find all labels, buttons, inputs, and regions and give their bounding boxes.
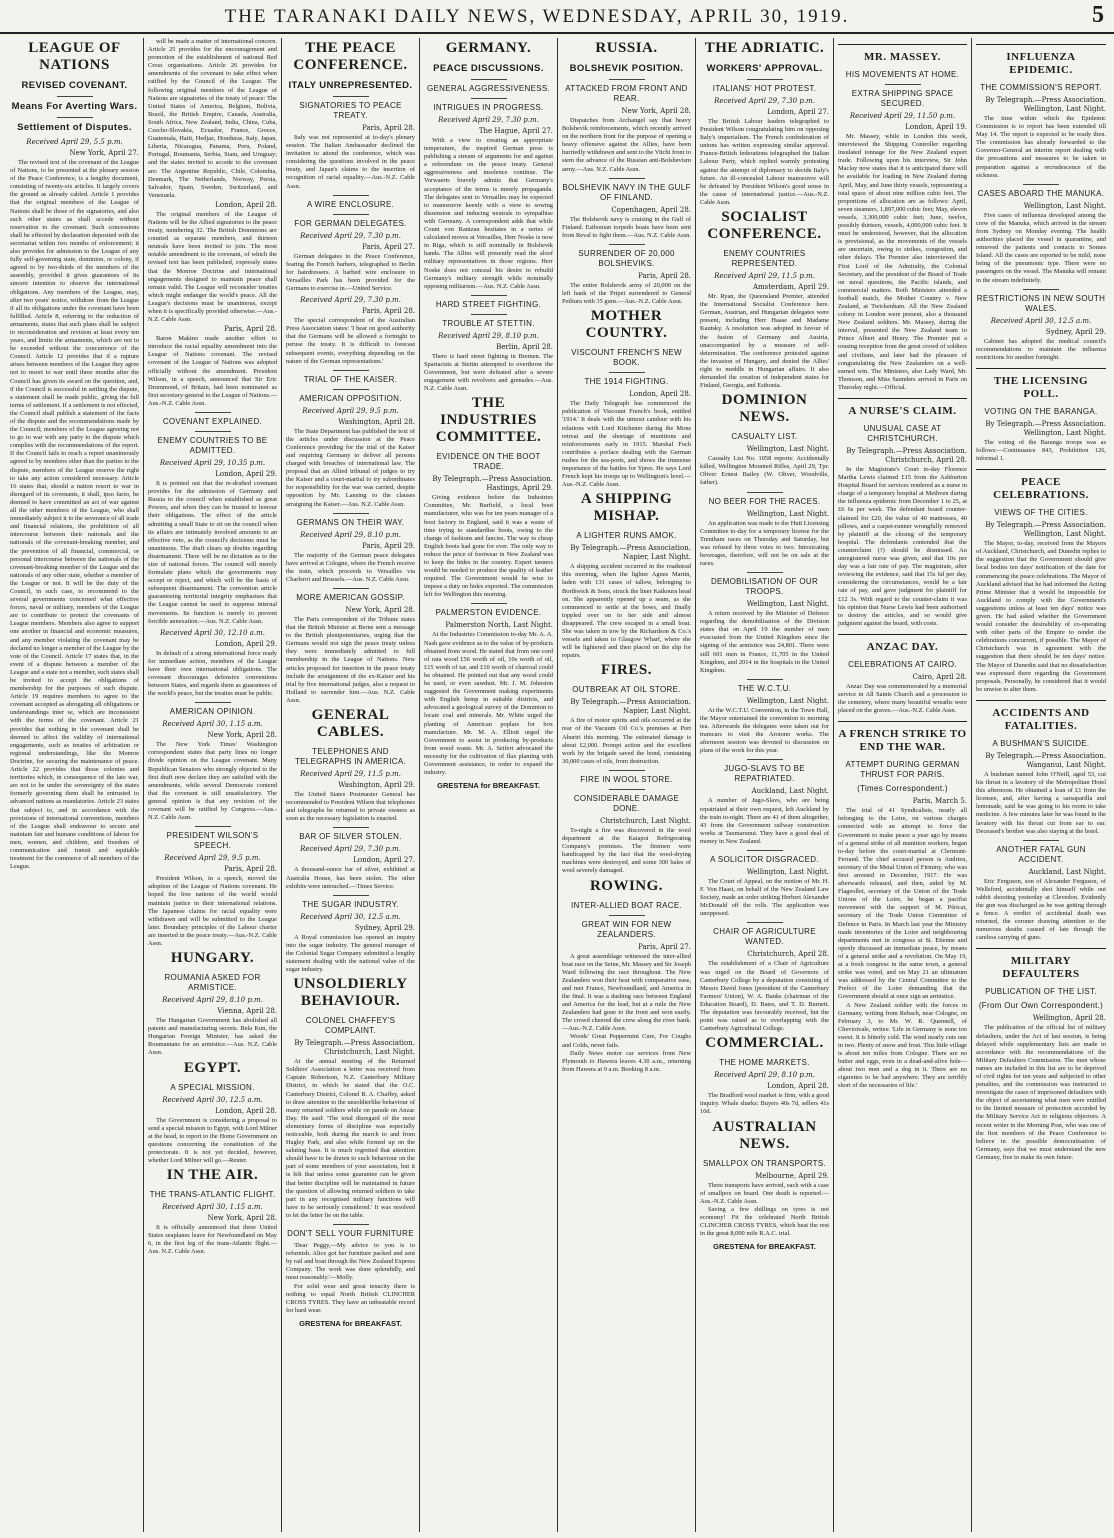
divider-rule	[747, 922, 783, 923]
divider-rule	[747, 572, 783, 573]
place-dateline: Christchurch, April 28.	[747, 950, 829, 959]
minor-heading: CONSIDERABLE DAMAGE DONE.	[573, 793, 680, 813]
advertisement: GRESTENA for BREAKFAST.	[713, 1242, 816, 1252]
section-headline: LEAGUE OF NATIONS	[28, 40, 121, 73]
minor-heading: PRESIDENT WILSON'S SPEECH.	[166, 831, 259, 851]
minor-heading: AMERICAN OPINION.	[169, 707, 256, 717]
article-body: The Paris correspondent of the Tribune states that the British Minister at Berne sent a message to the British plenipotentiaries, urging that the Germans would not sign the peace treaty unless they were immediately admitted to full membership in the League of Nations. New articles proposed for insertion in the peace treaty include the arraignment of the ex-Kaiser and his trial by five international judges, also a request to Holland to surrender him.—Aus. N.Z. Cable Assn.	[286, 616, 415, 704]
section-divider	[976, 368, 1106, 369]
place-dateline: Wellington, Last Night.	[1023, 201, 1106, 210]
section-headline: MOTHER COUNTRY.	[585, 308, 668, 342]
article-body: An application was made to the Hutt Licensing Committee to-day for a temporary license for the Trentham races on Thursday and Saturday, but was refused by three votes to two. Intoxicating beverages, therefore, will not be on sale at the races.	[700, 519, 829, 567]
minor-heading: OUTBREAK AT OIL STORE.	[572, 685, 681, 695]
article-body: The New York Times' Washington correspondent states that party lines no longer divide opinion on the League covenant. Many Republican Senators who strongly objected to the first draft now declare they are satisfied with the amendments, while several Democrats contend that the covenant is still unsatisfactory. The general opinion is that any revision of the covenant will be ratified by Congress.—Aus.-N.Z. Cable Assn.	[148, 741, 277, 822]
minor-heading: CASES ABOARD THE MANUKA.	[977, 188, 1105, 198]
minor-heading: GENERAL AGGRESSIVENESS.	[426, 84, 551, 93]
article-body: A shipping accident occurred in the roadstead this morning, when the lighter Agnes Martin, laden with 131 cases of tallow, belonging to Borthwick & Sons, struck the liner Kaikoura head on. She apparently opened up a seam, as she commenced to settle at the bows, and finally toppled over on to her side and almost disappeared. The crew escaped in a small boat. She was taken in tow by the Richardson & Co.'s vessels and taken to Glasgow Wharf, where she will be lightered and then placed on the slip for repairs.	[562, 563, 691, 660]
place-dateline: Paris, April 29.	[362, 541, 415, 550]
divider-rule	[885, 84, 921, 85]
divider-rule	[747, 850, 783, 851]
divider-rule	[747, 759, 783, 760]
place-dateline: Auckland, Last Night.	[751, 787, 829, 796]
minor-heading: (Times Correspondent.)	[857, 784, 948, 794]
article-body: The Bolshevik navy is cruising in the Gulf of Finland. Esthonian torpedo boats have been sent from Reval to fight them.—Aus. N.Z. Cable Assn.	[562, 215, 691, 239]
minor-heading: ENEMY COUNTRIES REPRESENTED.	[723, 249, 806, 269]
place-dateline: London, April 28.	[215, 1106, 277, 1115]
divider-rule	[747, 79, 783, 80]
place-dateline: London, April 29.	[215, 639, 277, 648]
received-dateline: Received April 30, 1.15 a.m.	[162, 720, 263, 729]
subheadline: BOLSHEVIK POSITION.	[569, 63, 684, 74]
divider-rule	[333, 214, 369, 215]
minor-heading: BOLSHEVIK NAVY IN THE GULF OF FINLAND.	[562, 182, 691, 202]
divider-rule	[471, 98, 507, 99]
received-dateline: Received April 29, 11.50 p.m.	[849, 112, 956, 120]
article-body: The time within which the Epidemic Commission is to report has been extended till May 14. The report is expected to be ready then. The commission has already forwarded to the Governor-General an interim report dealing with the precautions and measures to be taken in preparation against a recrudescence of the sickness.	[976, 115, 1106, 179]
place-dateline: By Telegraph.—Press Association. Wellington, Last Night.	[985, 419, 1106, 437]
minor-heading: RESTRICTIONS IN NEW SOUTH WALES.	[976, 293, 1106, 313]
article-body: For solid wear and great tenacity there is nothing to equal North British CLINCHER CROSS TYRES. They have an unbeatable record for hard wear.	[286, 1282, 415, 1314]
minor-heading: GREAT WIN FOR NEW ZEALANDERS.	[581, 919, 672, 939]
minor-heading: COLONEL CHAFFEY'S COMPLAINT.	[305, 1016, 396, 1036]
divider-rule	[1023, 289, 1059, 290]
newspaper-columns	[6, 38, 1110, 1532]
subheadline: WORKERS' APPROVAL.	[706, 63, 823, 74]
minor-heading: THE W.C.T.U.	[737, 683, 792, 693]
place-dateline: Melbourne, April 29.	[755, 1171, 829, 1180]
place-dateline: Wellington, Last Night.	[746, 867, 829, 876]
received-dateline: Received April 29, 11.5 p.m.	[300, 770, 401, 779]
minor-heading: ATTEMPT DURING GERMAN THRUST FOR PARIS.	[845, 760, 960, 780]
divider-rule	[609, 789, 645, 790]
advertisement: GRESTENA for BREAKFAST.	[299, 1318, 402, 1328]
minor-heading: A WIRE ENCLOSURE.	[306, 199, 395, 209]
divider-rule	[471, 79, 507, 80]
article-body: A fire of motor spirits and oils occurred at the rear of the Vacuum Oil Co.'s premises at Port Ahuriri this morning. The estimated damage is about £2,000. Prompt action and the excellent work by the brigade saved the bond, containing 30,000 cases of oils, from destruction.	[562, 717, 691, 765]
column-2	[144, 38, 282, 1532]
article-body: Three transports have arrived, each with a case of smallpox on board. One death is reported.—Aus.-N.Z. Cable Assn.	[700, 1181, 829, 1205]
section-headline: THE LICENSING POLL.	[993, 374, 1089, 400]
place-dateline: London, April 28.	[629, 390, 691, 399]
article-body: The revised text of the covenant of the League of Nations, to be presented at the plenary session of the Peace Conference, is a lengthy document, consisting of twenty-six articles. It largely covers the ground as already cabled. Article 1 provides that the original members of the League of Nations shall be those of the signatories, and also such other states as shall accede without reservation to the covenant. Such concessions shall be effected by declaration deposited with the secretariat within two months of enforcement; it also provides for admission to the League of any fully self-governing state, dominion, or colony, if agreed to by two-thirds of the members of the assembly, provided it gives guarantees of its sincere intention to observe the international obligations. Any members of the League, may, after two years' notice, withdraw from the League if all its obligations under the covenant have been fulfilled. Article 8, referring to the reduction of armaments, states that such plans shall be subject to reconsideration and revision at least every ten years, and limits the armaments, which are not to be exceeded without the concurrence of the Council. Article 12 provides that if a rupture arises between members of the League they agree not to resort to war until three months after the Council has given its award on the question, and, if the Council is successful in settling the dispute, a statement shall be made public, giving the full terms of settlement. If a settlement is not effected, the Council shall publish a statement of the facts of the dispute and the recommendations made by the Council; members of the League agreeing not to go to war with any party to the dispute which complies with the recommendations of the report. If the Council fails to reach a report unanimously agreed to by members other than the parties to the dispute, members of the League reserve the right to take any action considered necessary. Article 16 states that, should a nation resort to war in disregard of its covenants, it shall, ipso facto, be deemed to have committed an act of war against all the other members of the League, who shall immediately subject it to the severance of all trade and financial relations, the prohibition of all intercourse between their nationals and the nationals of the covenant-breaking member, and the prevention of all financial, commercial, or personal intercourse between the nationals of the covenant-breaking member of the League and the nationals of any other state, whether a member of the League or not. It will be the duty of the Council, in such case, to recommend to the several governments concerned what effective forces, naval or military, members of the League are to contribute to protect the covenants of League members. Members also agree to support one another in financial and economic measures, and any member violating the covenant may be declared no longer a member of the League by the vote of the Council. Article 17 states that, in the event of a dispute between a member of the League and a state not a member, such states shall be invited to accept the obligations of membership for the purposes of such dispute. Article 19 requires members to agree to the covenant accepted as abrogating all obligations or understandings inter se, which are inconsistent with the terms of the covenant. Article 21 provides that nothing in the covenant shall be deemed to affect the validity of international engagements, such as treaties of arbitration or regional understandings, like the Monroe Doctrine, for securing the maintenance of peace. Article 22 provides that those colonies and territories which, in consequence of the late war, are not to be under the sovereignty of the states formerly governing them shall be entrusted to advanced nations as mandatories. Article 23 states that subject to, and in accordance with the provisions of international conventions, members of the League shall endeavour to secure and maintain fair and humane conditions of labour for men, women, and children, and freedom of communication and transit and equitable treatment for the commerce of all members of the League.	[10, 159, 139, 871]
column-1	[6, 38, 144, 1532]
minor-heading: CELEBRATIONS AT CAIRO.	[848, 659, 957, 669]
article-body: At the Industries Commission to-day Mr. A. A. Nash gave evidence as to the value of by-products obtained from wood. He stated that from one cord of rata wood £56 worth of oil, 10s worth of oil, £15 worth of tar, and £10 worth of charcoal could be obtained. He pointed out that any wood could be used, or even sawdust. Mr. J. M. Johnston suggested the Government making experiments with English hemp in suitable districts, and advocated a geological survey of the Dominion to locate coal and minerals. Mr. White urged the planting of American poplars for box manufacture. Mr. M. A. Elliott urged the Government to assist in producing by-products from wood waste. Mr. A. Seifert advocated the necessity for the cultivation of flax planting with Government assistance, in order to expand the industry.	[424, 631, 553, 777]
minor-heading: ATTACKED FROM FRONT AND REAR.	[565, 84, 688, 103]
minor-heading: THE COMMISSION'S REPORT.	[980, 83, 1102, 92]
minor-heading: EVIDENCE ON THE BOOT TRADE.	[436, 452, 541, 472]
section-headline: DOMINION NEWS.	[721, 392, 808, 426]
place-dateline: Paris, April 28.	[362, 307, 415, 316]
article-body: Giving evidence before the Industries Committee, Mr. Burfield, a local boot manufacturer, who was for ten years manager of a boot factory in England, said it was a waste of time trying to standardise boots, owing to the change of fashions and fancies. The way to cheap English boots had gone for ever. The only way to reduce the price of footwear in New Zealand was to keep the hides in the country. Expert tanners would be needed to produce the quality of leather required. The Government would be wise to impose a duty on hides exported. The commission left for Wellington this morning.	[424, 494, 553, 599]
received-dateline: Received April 30, 1.15 a.m.	[162, 1203, 263, 1212]
divider-rule	[609, 79, 645, 80]
place-dateline: By Telegraph.—Press Association. Wellington, Last Night.	[985, 96, 1106, 113]
received-dateline: Received April 30, 12.5 a.m.	[162, 1095, 263, 1104]
place-dateline: Copenhagen, April 28.	[611, 205, 691, 214]
place-dateline: Amsterdam, April 29.	[752, 283, 829, 292]
article-body: A return received by the Minister of Defence regarding the demobilisation of the Division states that on April 19 the number of men evacuated from the United Kingdom since the signing of the armistice was 24,801. There were still 601 men in France, 11,705 in the United Kingdom, and 2014 in the hospitals in the United Kingdom.	[700, 610, 829, 674]
article-body: To-night a fire was discovered in the wool department at the Kaiapoi Refrigerating Company's premises. The firemen were handicapped by the fact that the wool-drying machines were destroyed, and some 300 bales of wool severely damaged.	[562, 826, 691, 875]
minor-heading: EXTRA SHIPPING SPACE SECURED.	[851, 89, 954, 108]
place-dateline: New York, April 28.	[207, 731, 277, 740]
subheadline: ITALY UNREPRESENTED.	[288, 80, 413, 91]
place-dateline: London, April 19.	[905, 123, 967, 131]
article-body: There is hard street fighting in Bremen. The Spartacists at Stettin attempted to overthrow the Government, but were defeated after a severe engagement with revolvers and grenades.—Aus. N.Z. Cable Assn.	[424, 352, 553, 393]
minor-heading: VIEWS OF THE CITIES.	[994, 508, 1088, 518]
place-dateline: Christchurch, Last Night.	[600, 816, 691, 825]
minor-heading: A BUSHMAN'S SUICIDE.	[992, 738, 1090, 748]
place-dateline: Paris, April 27.	[362, 242, 415, 251]
divider-rule	[333, 588, 369, 589]
minor-heading: ENEMY COUNTRIES TO BE ADMITTED.	[157, 436, 268, 456]
received-dateline: Received April 30, 12.5 a.m.	[300, 912, 401, 921]
divider-rule	[195, 431, 231, 432]
place-dateline: By Telegraph.—Press Association. Wanganui, Last Night.	[985, 751, 1106, 769]
divider-rule	[333, 389, 369, 390]
minor-heading: A LIGHTER RUNS AMOK.	[576, 531, 677, 541]
article-body: Cabinet has adopted the medical council's recommendations to maintain the influenza restrictions for another fortnight.	[976, 337, 1106, 361]
divider-rule	[333, 513, 369, 514]
minor-heading: MORE AMERICAN GOSSIP.	[296, 593, 405, 602]
article-body: The Mayor, to-day, received from the Mayors of Auckland, Christchurch, and Dunedin replies to the suggestion that the Government should give local bodies ten days' notification of the date for commencing the peace celebrations. The Mayor of Auckland advised that he had informed the Acting Prime Minister that it would be impossible for Auckland to comply with the Government's suggestions unless at least ten days' notice was given. He had asked whether the Government would consider the desirability of co-operating with other parts of the Empire to render the celebrations concurrent, if possible. The Mayor of Christchurch was in agreement with the suggestion that there should be ten days' notice. The Mayor of Dunedin said that no dissatisfaction was expressed there regarding the Government proposals. Personally, he considered that it would be unwise to alter them.	[976, 540, 1106, 693]
minor-heading: COVENANT EXPLAINED.	[162, 417, 263, 427]
minor-heading: THE HOME MARKETS.	[719, 1058, 810, 1068]
minor-heading: SIGNATORIES TO PEACE TREATY.	[299, 101, 402, 120]
divider-rule	[333, 895, 369, 896]
divider-rule	[471, 603, 507, 604]
place-dateline: Paris, April 27.	[638, 942, 691, 951]
place-dateline: Paris, April 28.	[224, 865, 277, 874]
place-dateline: Sydney, April 29.	[354, 923, 415, 932]
article-body: The majority of the German peace delegates have arrived at Cologne, where the French receive the train, which proceeds to Versailles via Charleroi and Brussels.—Aus. N.Z. Cable Assn.	[286, 551, 415, 583]
article-body: Daily News motor car services from New Plymouth to Hawera leaves 4.30 a.m., returning from Hawera at 9 a.m. Booking 8 a.m.	[562, 1049, 691, 1073]
article-body: The Hungarian Government has abolished all patents and manufacturing secrets. Bela Kun, the Hungarian Foreign Minister, has asked the Roumanians for an armistice.—Aus. N.Z. Cable Assn.	[148, 1017, 277, 1057]
place-dateline: Vienna, April 28.	[217, 1007, 277, 1016]
newspaper-title: THE TARANAKI DAILY NEWS, WEDNESDAY, APRIL 30, 1919.	[224, 6, 850, 27]
article-body: With a view to creating an appropriate temperature, the inspired German press is publishing a stream of arguments for and against a referendum on the peace treaty. General aggressiveness and insolence continue. The Vorwaerts bravely admits that Germany's acceptance of the terms is merely propaganda. The delegates sent to Versailles may be expected to manoeuvre keenly with a view to sowing dissension and inducing neutrals to sympathise with Germany. A correspondent adds that while Count von Rantzau hesitates in a series of calculated moves at Versailles, Herr Noske is now in Riga, which is still nominally in Bolshevik hands. The Allies will presently read the aloof military representatives in those regions. Herr Noske does not conceal his desire to rebuild Germany's military strength while nominally opposing militarism.—Aus. N.Z. Cable Assn.	[424, 137, 553, 290]
received-dateline: Received April 29, 11.5 p.m.	[714, 272, 815, 281]
section-headline: THE INDUSTRIES COMMITTEE.	[435, 395, 542, 446]
place-dateline: By Telegraph.—Press Association. Christchurch, April 28.	[846, 447, 967, 464]
divider-rule	[609, 372, 645, 373]
received-dateline: Received April 29, 8.10 p.m.	[438, 331, 539, 340]
place-dateline: Wellington, Last Night.	[746, 445, 829, 454]
received-dateline: Received April 30, 12.5 a.m.	[990, 316, 1092, 325]
article-body: President Wilson, in a speech, moved the adoption of the League of Nations covenant. He hoped the free nations of the world would maintain justice in their international relations. The Japanese claims for racial equality were withdrawn and will be submitted to the League later. Boundary principles of the Labour charter are inserted in the peace treaty.—Aus.-N.Z. Cable Assn.	[148, 875, 277, 947]
received-dateline: Received April 29, 8.10 p.m.	[162, 996, 263, 1005]
article-body: A New Zealand soldier with the forces in Germany, writing from Rebach, near Cologne, on February 3, to Mr. W. R. Quennell, of Cheviotvale, writes: 'Life in Germany is none too sweet. It is bitterly cold. The wind nearly cuts one in two. Plenty of snow and frost. This little village is about ten miles from Cologne. There are no butter and eggs, even in a dead-and-alive hole—about two men and a dog in it. There are no cigarettes to be had anywhere. They are terribly short of the necessaries of life.'	[838, 1001, 967, 1090]
minor-heading: VOTING ON THE BARANGA.	[984, 406, 1098, 416]
section-headline: A NURSE'S CLAIM.	[848, 405, 957, 417]
minor-heading: TELEPHONES AND TELEGRAPHS IN AMERICA.	[294, 747, 407, 767]
section-headline: A SHIPPING MISHAP.	[580, 491, 673, 525]
section-headline: ACCIDENTS AND FATALITIES.	[992, 706, 1090, 732]
received-dateline: Received April 29, 7.30 p.m.	[300, 296, 401, 305]
minor-heading: ANOTHER FATAL GUN ACCIDENT.	[996, 844, 1086, 864]
minor-heading: DON'T SELL YOUR FURNITURE	[287, 1229, 414, 1239]
divider-rule	[609, 770, 645, 771]
article-body: At the annual meeting of the Returned Soldiers' Association a letter was received from Captain Robertson, N.Z. Canterbury Military District, in which he stated that the O.C. Canterbury District, Colonel R. A. Chaffey, asked to draw attention to the unsoldierlike behaviour of many returned soldiers while on parade on Anzac Day. He said: 'The total disregard of the most elementary forms of discipline was especially noticeable, both during the march to and from Hagley Park, and also while formed up on the saluting base. It is much regretted that attention should have to be drawn to such behaviour on the part of some members of your association, but it is felt that unless some guarantee can be given that better discipline will be maintained in future the question of allowing returned soldiers to take part in any recognised military functions will have to be seriously considered.' It was resolved to let the letter lie on the table.	[286, 1058, 415, 1219]
minor-heading: HARD STREET FIGHTING.	[435, 299, 542, 309]
minor-heading: INTER-ALLIED BOAT RACE.	[570, 900, 683, 910]
received-dateline: Received April 29, 9.5 p.m.	[302, 406, 399, 415]
received-dateline: Received April 30, 12.10 a.m.	[160, 628, 265, 637]
minor-heading: FOR GERMAN DELEGATES.	[294, 218, 407, 228]
article-body: A thousand-ounce bar of silver, exhibited at Australia House, has been stolen. The other exhibits were untouched.—Times Service.	[286, 866, 415, 890]
divider-rule	[1023, 840, 1059, 841]
divider-rule	[333, 195, 369, 196]
article-body: The Court of Appeal, on the motion of Mr. H. F. Von Haast, on behalf of the New Zealand Law Society, made an order striking Herbert Alexander McDonald off the rolls. The application was unopposed.	[700, 877, 829, 918]
section-headline: FIRES.	[601, 662, 652, 679]
section-headline: SOCIALIST CONFERENCE.	[707, 209, 822, 243]
column-4	[420, 38, 558, 1532]
divider-rule	[195, 826, 231, 827]
column-6	[696, 38, 834, 1532]
section-divider	[976, 948, 1106, 949]
column-5	[558, 38, 696, 1532]
place-dateline: By Telegraph.—Press Association. Christchurch, Last Night.	[294, 1039, 415, 1057]
place-dateline: Washington, April 29.	[338, 781, 415, 790]
divider-rule	[1023, 184, 1059, 185]
place-dateline: Paris, April 28.	[362, 124, 415, 132]
article-body: A great assemblage witnessed the inter-allied boat race on the Seine, Mr. Massey and Sir Joseph Ward following the race throughout. The New Zealanders won their heat with comparative ease, and met France, Newfoundland, and America in the final. It was a dashing race between England and America for the lead, but at a mile the New Zealanders had gone to the front and won easily. The crowd cheered the crew along the river bank.—Aus.-N.Z. Cable Assn.	[562, 952, 691, 1033]
received-dateline: Received April 29, 7.30 p.m.	[438, 116, 539, 124]
section-divider	[976, 44, 1106, 45]
minor-heading: TROUBLE AT STETTIN.	[442, 318, 535, 328]
minor-heading: SMALLPOX ON TRANSPORTS.	[702, 1158, 827, 1168]
place-dateline: Wellington, Last Night.	[746, 509, 829, 518]
article-body: It is pointed out that the re-drafted covenant provides for the admission of Germany and Russia to the council when established as great Powers, and when they can be trusted to honour their obligations. The effect of the article admitting a small State to sit on the council when its affairs are intimately involved amounts to an effective veto, as the council's decisions must be unanimous. The draft clears up doubts regarding disarmament. There will be no dictation as to the size of national forces. The council will merely formulate plans which the governments may accept or reject, and which will be the basis of subsequent disarmament. The convention article guaranteeing territorial integrity emphasises that the League cannot be used to suppress internal movements. Its function is merely to prevent forcible annexation.—Aus. N.Z. Cable Assn.	[148, 480, 277, 625]
column-7	[834, 38, 972, 1532]
section-headline: UNSOLDIERLY BEHAVIOUR.	[293, 976, 408, 1010]
minor-heading: CASUALTY LIST.	[731, 432, 798, 442]
article-body: The Bradford wool market is firm, with a good inquiry. Whale sharks: Buyers 40s 7d, sellers 41s 10d.	[700, 1092, 829, 1116]
minor-heading: ITALIANS' HOT PROTEST.	[712, 84, 817, 93]
divider-rule	[747, 679, 783, 680]
article-body: The original members of the League of Nations will be the Allied signatories to the peace treaty, numbering 32. The British Dominions are counted as separate members, and thirteen neutrals have been invited to join. The most notable amendment to the covenant, of which the revised text has been published, expressly states that the Monroe Doctrine and international engagements designed to maintain peace shall remain valid. The League will reconsider treaties which might endanger the world's peace. All the League's decisions must be unanimous, except when it is specifically provided otherwise.—Aus.-N.Z. Cable Assn.	[148, 210, 277, 324]
article-body: Five cases of influenza developed among the crew of the Manuka, which arrived in the stream from Sydney on Monday evening. The health authorities placed the vessel in quarantine, and removed the patients and contacts to Somes Island. All the cases are reported to be mild, none being of the pneumonic type. There were no passengers on the vessel. The Manuka will remain in the stream indefinitely.	[976, 211, 1106, 284]
article-body: The Daily Telegraph has commenced the publication of Viscount French's book, entitled '1914.' It deals with the utmost candour with his relations with Lord Kitchener during the Mons retreat and the shortage of munitions and reinforcements early in 1915. Marshal Foch contributes a preface dealing with the German rushes for the sea-ports, and shows the immense importance of the battles for Ypres. He says Lord French kept his troops up to Wellington's level.—Aus.-N.Z. Cable Assn.	[562, 400, 691, 489]
minor-heading: THE SUGAR INDUSTRY.	[302, 899, 399, 909]
received-dateline: Received April 29, 5.5 p.m.	[26, 138, 123, 146]
article-body: The voting of the Baranga troops was as follows:—Continuance 843, Prohibition 126, informal 1.	[976, 438, 1106, 463]
article-body: Casualty List No. 1058 reports: Accidentally killed, Wellington Mounted Rifles, April 29, Tpr. Oliver Ernest Bailey (W. Oliver, Woodville, father).	[700, 455, 829, 487]
minor-heading: NO BEER FOR THE RACES.	[708, 496, 821, 506]
received-dateline: Received April 29, 8.10 p.m.	[714, 1071, 815, 1080]
divider-rule	[333, 827, 369, 828]
received-dateline: Received April 29, 9.5 p.m.	[164, 854, 261, 863]
article-body: The Government is considering a proposal to send a special mission to Egypt, with Lord Milner at the head, to report to the Home Government on questions concerning the constitution of the protectorate. It is not yet decided, however, whether Lord Milner will go.—Reuter.	[148, 1116, 277, 1164]
article-body: In the Magistrate's Court to-day Florence Martha Lewis claimed £15 from the Ashburton Hospital Board for services rendered as a nurse in charge of a temporary hospital at Methven during the influenza epidemic from December 1 to 25, at £6 6s per week. The defendant board counter-claimed for £20, the value of 40 mattresses, 40 pillows, and a carpet-runner wrongfully removed by plaintiff at the closing of the temporary hospital. The defendants contended that the counterclaim (?) should be dismissed. An unregistered nurse was given, and that 10s per day was a fair rate of pay. The magistrate, after reviewing the evidence, said that 15s 6d per day, considering the circumstances, would be a fair rate of pay, and gave judgment for plaintiff for £12 3s. With regard to the counter-claim it was his opinion that Nurse Lewis had been authorised to destroy the articles, and so would give judgment against the board, with costs.	[838, 466, 967, 627]
place-dateline: Sydney, April 29.	[1045, 327, 1106, 336]
minor-heading: THE 1914 FIGHTING.	[584, 377, 669, 387]
divider-rule	[609, 915, 645, 916]
article-body: The special correspondent of the Australian Press Association states: 'I hear on good authority that the Germans will be allowed a fortnight to peruse the treaty. It is difficult to forecast subsequent events, everything depending on the nature of the German representations.'	[286, 317, 415, 365]
subheadline: REVISED COVENANT.	[21, 80, 128, 91]
section-headline: MR. MASSEY.	[864, 51, 941, 63]
place-dateline: By Telegraph.—Press Association. Hastings, April 29.	[432, 475, 553, 493]
article-body: German delegates to the Peace Conference, fearing the French barbers, telegraphed to Berlin for hairdressers. A barbed wire enclosure in Versailles Park has been provided for the Germans to exercise in.—United Service.	[286, 252, 415, 293]
article-body: Eric Ferguson, son of Alexander Ferguson, of Wellsford, accidentally shot himself while out rabbit shooting yesterday at Clevedon. Evidently the gun was discharged as he was getting through a fence. A verdict of accidental death was returned, the coroner drawing attention to the numerous deaths caused of late through the careless carrying of guns.	[976, 877, 1106, 942]
section-headline: COMMERCIAL.	[705, 1035, 824, 1052]
section-headline: IN THE AIR.	[166, 1167, 259, 1184]
section-headline: INFLUENZA EPIDEMIC.	[1006, 51, 1076, 76]
received-dateline: Received April 29, 7.30 p.m.	[300, 231, 401, 240]
minor-heading: JUGO-SLAVS TO BE REPATRIATED.	[724, 764, 805, 784]
subheadline: PEACE DISCUSSIONS.	[433, 63, 544, 74]
advertisement: GRESTENA for BREAKFAST.	[437, 781, 540, 791]
section-divider	[838, 634, 967, 635]
section-headline: A FRENCH STRIKE TO END THE WAR.	[838, 728, 967, 754]
article-body: Baron Makino made another effort to introduce the racial equality amendment into the League of Nations covenant. The revised covenant of the League of Nations was adopted officially without the amendment. President Wilson, in a speech, announced that Sir Eric Drummond, of Britain, had been nominated as first secretary-general to the League of Nations.—Aus.-N.Z. Cable Assn.	[148, 335, 277, 407]
minor-heading: UNUSUAL CASE AT CHRISTCHURCH.	[863, 424, 942, 443]
article-body: Mr. Massey, while in London this week, interviewed the Shipping Controller regarding insulated tonnage for the New Zealand export trade. Following upon his interview, Sir John Maclay now states that it is anticipated there will be available for loading in New Zealand during April, May, and June thirty vessels, representing a total space of about nine million cubic feet. The proportions of allocation are as follows: April, seven steamers, 1,897,000 cubic feet; May, eleven vessels, 3,300,000 cubic feet; June, twelve, possibly thirteen, vessels, 4,000,000 cubic feet. It must be understood, however, that the allocation is provisional, as the movements of the vessels are uncertain, owing to strikes, congestion, and other delays. The Premier also interviewed the First Lord of the Admiralty, the Colonial Secretary, and the president of the Board of Trade on naval questions, the Pacific islands, and commercial matters. Both Ministers attended a football match, the Mother Country v. New Zealand, at Twickenham. All the New Zealand colony in London were present, also a thousand New Zealand soldiers. Mr. Massey, during the interval, presented the New Zealand team to Prince Albert and Henry. The Premier put a rousing reception from the great crowd of soldiers and civilians, and later had the pleasure of congratulating the New Zealanders on a well-earned win. The Ministers, also Lady Ward, Mr. Thomson, and Miss Saunders arrived in Paris on Thursday night.—Official.	[838, 133, 967, 391]
place-dateline: Wellington, Last Night.	[746, 696, 829, 705]
article-body: A Royal commission has opened an inquiry into the sugar industry. The general manager of the Colonial Sugar Company submitted a lengthy statement dealing with the national value of the sugar industry.	[286, 933, 415, 974]
minor-heading: HIS MOVEMENTS AT HOME.	[845, 70, 960, 79]
article-body: The publication of the official list of military defaulters, under the Act of last session, is being delayed while supplementary lists are made in accordance with the recommendations of the Military Defaulters Commission. The men whose names are included in this list are to be deprived of civil rights for ten years and subjected to other penalties, and the commission was instructed to investigate the cases of imprisoned defaulters with the object of ascertaining what men were entitled to the limited measure of protection accorded by the Military Service Act to religious objectors. A recent writer in the Morning Post, who was one of the first members of the Peace Conference to believe in the possible democratisation of Germany, says that we must understand the new Germany, free to make its own future.	[976, 1024, 1106, 1161]
section-headline: HUNGARY.	[170, 950, 255, 967]
minor-heading: A SOLICITOR DISGRACED.	[710, 854, 819, 864]
article-body: The State Department has published the text of the articles under discussion at the Peace Conference providing for the trial of the Kaiser and requiring Germany to deliver all persons charged with breaches of international law. The proposal that an Allied tribunal of judges to try the Kaiser and a court-martial to try subordinates for responsibility for the war was carried, despite opposition by Mr. Lansing to the clauses arraigning the Kaiser.—Aus. N.Z. Cable Assn.	[286, 427, 415, 508]
divider-rule	[195, 412, 231, 413]
article-body: A number of Jugo-Slavs, who are being repatriated at their own request, left Auckland by the train to-night. There are 41 of them altogether, 43 from the Government railway construction works at Taumarunui. They have a good deal of money in New Zealand.	[700, 797, 829, 845]
received-dateline: Received April 29, 8.10 p.m.	[300, 530, 401, 539]
article-body: Mr. Ryan, the Queensland Premier, attended the International Socialist Conference here. German, Austrian, and Hungarian delegates were present, including Herr Haase and Madame Kautsky. A resolution was adopted in favour of the fusion of Germany and Austria, unaccompanied by a measure of self-determination. The conference protested against the invasion of Hungary, and denied the Allies' right to meddle in Hungarian affairs. It also demanded the creation of independent states for Finland, Georgia, and Esthonia.	[700, 293, 829, 390]
section-headline: EGYPT.	[183, 1059, 242, 1076]
divider-rule	[333, 96, 369, 97]
section-headline: AUSTRALIAN NEWS.	[712, 1118, 817, 1152]
article-body: Saving a few shillings on tyres is not economy! Fit the celebrated North British CLINCHER CROSS TYRES, which beat the rest in the great 8,000 mile R.A.C. trial.	[700, 1205, 829, 1238]
place-dateline: New York, April 27.	[69, 149, 139, 157]
section-headline: THE PEACE CONFERENCE.	[293, 40, 408, 73]
divider-rule	[57, 96, 93, 97]
minor-heading: THE TRANS-ATLANTIC FLIGHT.	[149, 1190, 276, 1200]
section-headline: ANZAC DAY.	[866, 640, 939, 653]
section-divider	[976, 700, 1106, 701]
place-dateline: By Telegraph.—Press Association. Wellington, Last Night.	[985, 521, 1106, 539]
minor-heading: CHAIR OF AGRICULTURE WANTED.	[713, 927, 816, 947]
place-dateline: Cairo, April 28.	[912, 672, 967, 681]
received-dateline: Received April 29, 10.35 p.m.	[159, 459, 266, 468]
place-dateline: London, April 28.	[767, 1082, 829, 1091]
place-dateline: New York, April 28.	[621, 107, 691, 115]
article-body: The establishment of a Chair of Agriculture was urged on the Board of Governors of Canterbury College by a deputation consisting of Messrs David Jones (president of the Canterbury Farmers' Union), W. A. Banks (chairman of the Education Board), D. Bates, and T. D. Burnett. The deputation was favourably received, but the point was raised as to overlapping with the Canterbury Agricultural College.	[700, 960, 829, 1033]
minor-heading: INTRIGUES IN PROGRESS.	[433, 103, 544, 112]
article-body: Dispatches from Archangel say that heavy Bolshevik reinforcements, which recently arrived on the northern front for the purpose of opening a heavy offensive against the Allies, have been hurriedly withdrawn and sent to the Vitchi front to stem the advance of the Russian anti-Bolshevism army.—Aus. N.Z. Cable Assn.	[562, 117, 691, 173]
place-dateline: New York, April 28.	[345, 606, 415, 614]
minor-heading: FIRE IN WOOL STORE.	[580, 774, 673, 784]
article-body: Italy was not represented at to-day's plenary session. The Italian Ambassador declined the invitation to attend the conference, which was considering the questions involved in the peace treaty, and Japan's claims to the insertion of recognition of racial equality.—Aus.-N.Z. Cable Assn.	[286, 134, 415, 190]
article-body: 'Dear Peggy,—My advice to you is to refurnish. Alice got her furniture packed and sent by rail and boat through the New Zealand Express Company. The work was done splendidly, and most reasonably.'—Molly.	[286, 1242, 415, 1282]
section-headline: GERMANY.	[445, 40, 532, 56]
place-dateline: Wellington, Last Night.	[746, 600, 829, 609]
place-dateline: Paris, April 28.	[224, 325, 277, 334]
place-dateline: New York, April 28.	[207, 1214, 277, 1223]
article-body: The British Labour leaders telegraphed to President Wilson congratulating him on opposing Italy's imperialism. The French confederation of unions has written expressing similar approval. France-British federations telegraphed the Italian Labour Party, which replied warmly protesting against the attempt of diplomacy to decide Italy's future. An ill-concealed Labour manoeuvre will be defeated by President Wilson's good sense in the cause of international justice.—Aus.-N.Z. Cable Assn.	[700, 118, 829, 206]
divider-rule	[609, 244, 645, 245]
divider-rule	[333, 370, 369, 371]
column-8	[972, 38, 1110, 1532]
section-divider	[838, 44, 967, 45]
section-divider	[976, 469, 1106, 470]
section-headline: GENERAL CABLES.	[311, 707, 390, 741]
section-headline: ROWING.	[589, 877, 664, 894]
minor-heading: PUBLICATION OF THE LIST.	[985, 987, 1097, 997]
minor-heading: PALMERSTON EVIDENCE.	[435, 608, 542, 618]
minor-heading: DEMOBILISATION OF OUR TROOPS.	[710, 577, 819, 597]
article-body: At the W.C.T.U. Convention, in the Town Hall, the Mayor entertained the convention to morning tea. Afterwards the delegates were taken out for tramcars to visit the Arotono works. The afternoon session was devoted to discussion on plans of the work for this year.	[700, 706, 829, 755]
place-dateline: By Telegraph.—Press Association. Napier, Last Night.	[570, 698, 691, 716]
place-dateline: London, April 27.	[767, 108, 829, 116]
place-dateline: London, April 29.	[215, 470, 277, 479]
place-dateline: By Telegraph.—Press Association. Napier, Last Night.	[570, 544, 691, 562]
article-body: The United States Postmaster General has recommended to President Wilson that telephones and telegraphs be returned to private owners as soon as the necessary legislation is enacted.	[286, 791, 415, 823]
article-body: will be made a matter of international concern. Article 25 provides for the encouragement and promotion of the establishment of national Red Cross organisations. Article 26 provides for amendments of the covenant to take effect when ratified by the Council of the League. The following original members of the League of Nations are signatories of the treaty of peace: The United States of America, Belgium, Bolivia, Brazil, the British Empire, Canada, Australia, South Africa, New Zealand, India, China, Cuba, Czecho-Slovakia, Ecuador, France, Greece, Guatemala, Haiti, Hedjaz, Honduras, Italy, Japan, Liberia, Nicaragua, Panama, Peru, Poland, Portugal, Roumania, Serbia, Siam, and Uruguay; and the states invited to accede to the covenant are: The Argentine Republic, Chile, Colombia, Denmark, The Netherlands, Norway, Persia, Salvador, Spain, Sweden, Switzerland, and Venezuela.	[148, 38, 277, 199]
minor-heading: ROUMANIA ASKED FOR ARMISTICE.	[164, 973, 261, 993]
column-3	[282, 38, 420, 1532]
page-number: 5	[1092, 2, 1104, 28]
minor-heading: BAR OF SILVER STOLEN.	[299, 832, 402, 842]
section-headline: PEACE CELEBRATIONS.	[993, 476, 1089, 502]
minor-heading: SURRENDER OF 20,000 BOLSHEVIKS.	[578, 248, 675, 268]
place-dateline: Wellington, April 28.	[1032, 1014, 1106, 1023]
divider-rule	[747, 492, 783, 493]
place-dateline: Washington, April 28.	[338, 417, 415, 426]
article-body: Anzac Day was commemorated by a memorial service in All Saints Church and a procession to the cemetery, where many beautiful wreaths were placed on the graves.—Aus.-N.Z. Cable Assn.	[838, 682, 967, 715]
article-body: The entire Bolshevik army of 20,000 on the left bank of the Pripet surrendered to General Petliura with 35 guns.—Aus.-N.Z. Cable Assn.	[562, 281, 691, 306]
article-body: It is officially announced that three United States seaplanes leave for Newfoundland on May 6, in the first leg of the trans-Atlantic flight.—Aus. N.Z. Cable Assn.	[148, 1224, 277, 1256]
article-body: Woods' Great Peppermint Cure, For Coughs and Colds, never fails.	[562, 1033, 691, 1049]
minor-heading: VISCOUNT FRENCH'S NEW BOOK.	[571, 348, 682, 368]
subheadline: Means For Averting Wars.	[11, 101, 138, 112]
minor-heading: AMERICAN OPPOSITION.	[299, 393, 402, 403]
divider-rule	[333, 1224, 369, 1225]
section-headline: MILITARY DEFAULTERS	[1002, 955, 1080, 981]
divider-rule	[57, 117, 93, 118]
subheadline: Settlement of Disputes.	[17, 122, 132, 133]
received-dateline: Received April 29, 7.30 p.m.	[714, 97, 815, 105]
place-dateline: Palmerston North, Last Night.	[445, 621, 553, 630]
minor-heading: (From Our Own Correspondent.)	[978, 1001, 1104, 1011]
divider-rule	[609, 178, 645, 179]
article-body: A bushman named John O'Neill, aged 53, cut his throat in a lavatory of the Metropolitan Hotel this afternoon. He obtained a loan of £1 from the licensee, and, after having a sarsaparilla and lemonade, said he was going to his room to take medicine. A few minutes later he was found in the lavatory with his throat cut from ear to ear. Deceased's brother was also staying at the hotel.	[976, 770, 1106, 835]
place-dateline: The Hague, April 27.	[478, 127, 553, 135]
section-divider	[838, 721, 967, 722]
section-headline: RUSSIA.	[595, 40, 658, 56]
divider-rule	[471, 314, 507, 315]
place-dateline: London, April 28.	[215, 200, 277, 209]
section-headline: THE ADRIATIC.	[704, 40, 825, 56]
article-body: In default of a strong international force ready for immediate action, members of the League have their own international obligations. The covenant discourages defensive conventions between States, and regards them as guarantees of the world's peace, but the treaties must be public.	[148, 649, 277, 698]
place-dateline: Auckland, Last Night.	[1028, 867, 1106, 876]
divider-rule	[471, 295, 507, 296]
place-dateline: Berlin, April 28.	[496, 342, 553, 351]
place-dateline: Paris, March 5.	[912, 797, 967, 806]
received-dateline: Received April 29, 7.30 p.m.	[300, 845, 401, 854]
divider-rule	[195, 702, 231, 703]
minor-heading: A SPECIAL MISSION.	[170, 1082, 255, 1092]
minor-heading: TRIAL OF THE KAISER.	[303, 374, 398, 384]
place-dateline: Paris, April 28.	[638, 271, 691, 280]
article-body: The trial of 41 Syndicalists, nearly all belonging to the Loire, on various charges connected with an attempt to force the Government to make peace a year ago by means of a general strike of all munition workers, began to-day before the court-martial at Clermont-Ferrand. The chief accused person is Andrieu, secretary of the Metal Union of Firminy, who was first arrested in December, 1917. He was afterwards released, and then, aided by M. Flageollet, secretary of the Union of the Trade Unions of the Loire, he began a pacifist movement with the support of M. Péricat, secretary of the Trade Union Committee of Defence in Paris. In March last year the Ministry made inventories of the Loire and neighbouring departments met in congress at St. Etienne and openly discussed an immediate peace, by means of a general strike and a revolution. On May 19, at a fresh congress in the same town, a general strike was voted, and on May 21 an ultimatum was addressed by the Central Committee to the Prefect of the Loire demanding that the Government should at once sign an armistice.	[838, 807, 967, 1001]
masthead	[0, 0, 1114, 34]
section-divider	[838, 398, 967, 399]
minor-heading: GERMANS ON THEIR WAY.	[296, 517, 405, 527]
place-dateline: London, April 27.	[353, 856, 415, 865]
